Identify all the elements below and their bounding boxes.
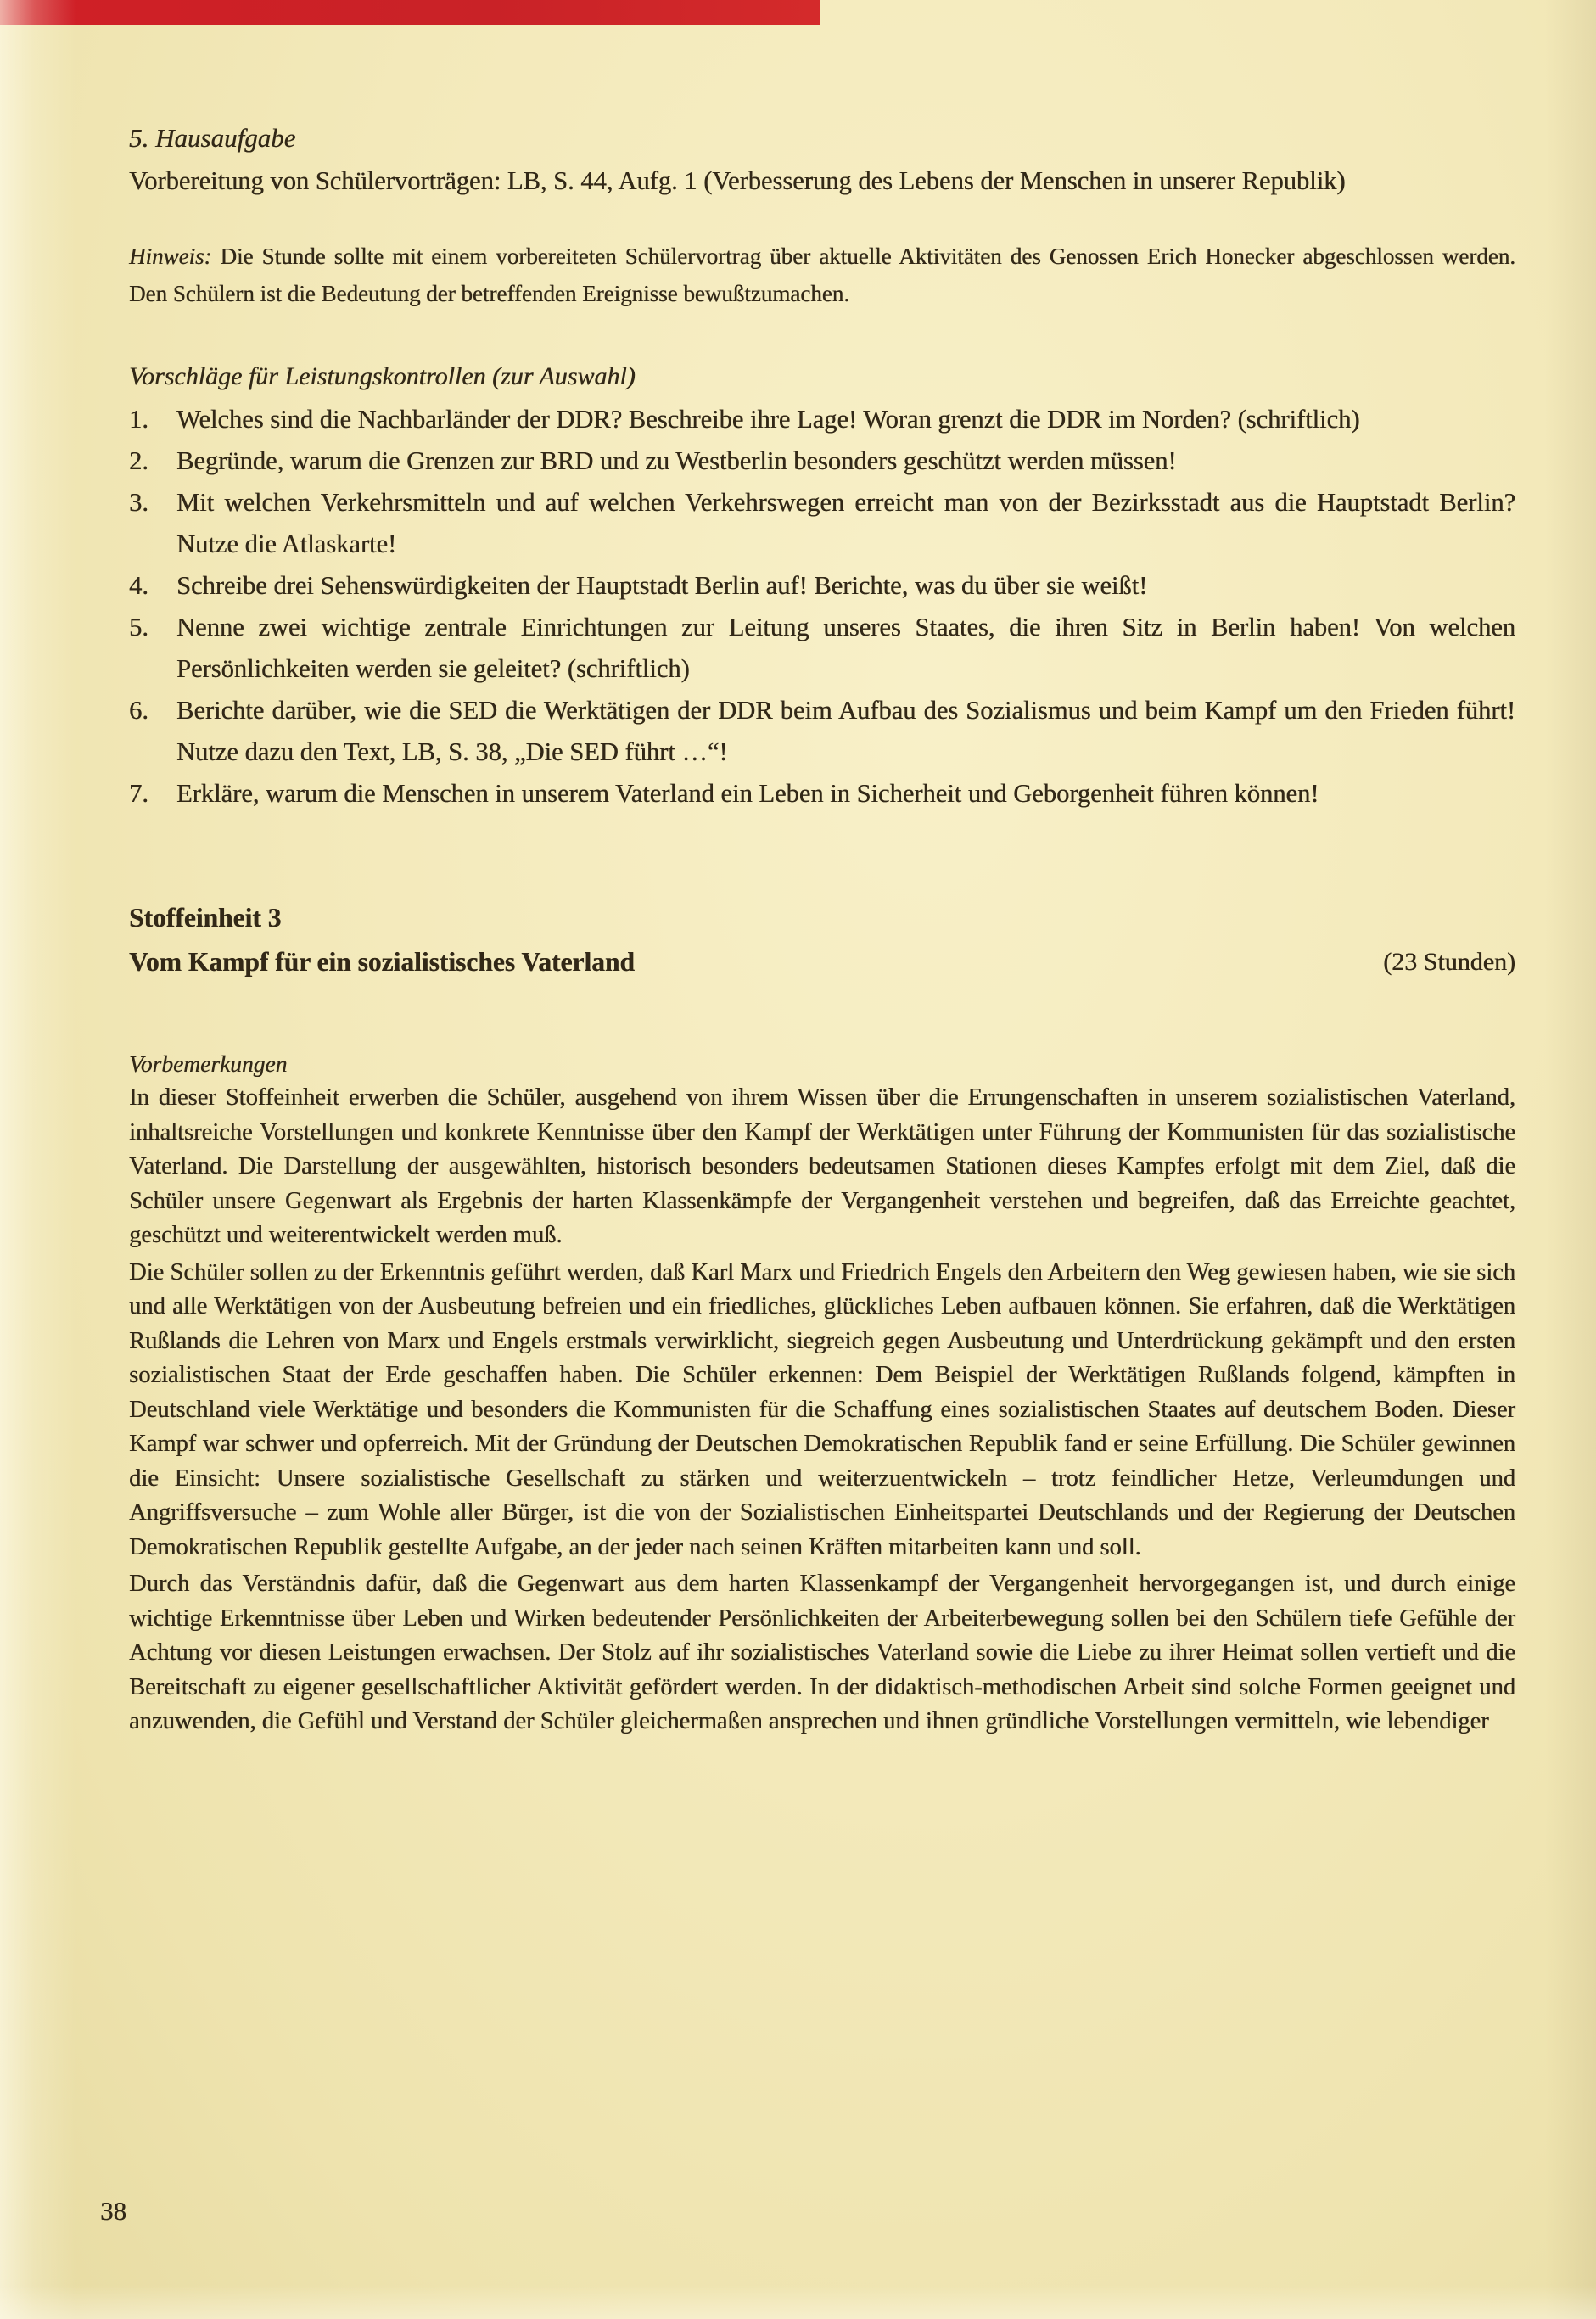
page-edge-highlight-bottom xyxy=(0,2285,1596,2319)
assessment-question-1: Welches sind die Nachbarländer der DDR? Beschreibe ihre Lage! Woran grenzt die DDR im Norden? (schriftlich) xyxy=(176,405,1360,434)
remarks-section-heading: Vorbemerkungen xyxy=(129,1050,288,1077)
red-cover-strip xyxy=(0,0,820,25)
page-edge-highlight-left xyxy=(0,0,76,2319)
assessment-question-list xyxy=(129,399,1515,815)
unit-heading-block xyxy=(129,896,1515,984)
assessment-section-heading: Vorschläge für Leistungskontrollen (zur Auswahl) xyxy=(129,362,636,390)
page-number: 38 xyxy=(100,2196,126,2226)
assessment-question-5: Nenne zwei wichtige zentrale Einrichtungen zur Leitung unseres Staates, die ihren Sitz in Berlin haben! Von welchen Persönlichkeiten werden sie geleitet? (schriftlich) xyxy=(176,613,1515,683)
unit-heading-line2: Vom Kampf für ein sozialistisches Vaterland xyxy=(129,947,635,977)
homework-body-text: Vorbereitung von Schülervorträgen: LB, S. 44, Aufg. 1 (Verbesserung des Lebens der Menschen in unserer Republik) xyxy=(129,166,1346,195)
page-edge-shadow-right xyxy=(1545,0,1596,2319)
hint-paragraph xyxy=(129,238,1515,312)
unit-heading xyxy=(129,896,635,984)
unit-duration: (23 Stunden) xyxy=(1383,948,1515,976)
homework-section-heading: 5. Hausaufgabe xyxy=(129,123,296,153)
hint-label: Hinweis: xyxy=(129,244,212,269)
remarks-paragraph-1: In dieser Stoffeinheit erwerben die Schüler, ausgehend von ihrem Wissen über die Errungenschaften in unserem sozialistischen Vaterland, inhaltsreiche Vorstellungen und konkrete Kenntnisse über den Kampf der Werktätigen unter Führung der Kommunisten für das sozialistische Vaterland. Die Darstellung der ausgewählten, historisch besonders bedeutsamen Stationen dieses Kampfes erfolgt mit dem Ziel, daß die Schüler unsere Gegenwart als Ergebnis der harten Klassenkämpfe der Vergangenheit verstehen und begreifen, daß das Erreichte geachtet, geschützt und weiterentwickelt werden muß. xyxy=(129,1084,1515,1248)
page-content xyxy=(129,117,1515,1742)
assessment-question-7: Erkläre, warum die Menschen in unserem Vaterland ein Leben in Sicherheit und Geborgenheit führen können! xyxy=(176,779,1319,808)
hint-text: Die Stunde sollte mit einem vorbereiteten Schülervortrag über aktuelle Aktivitäten des Genossen Erich Honecker abgeschlossen werden. Den Schülern ist die Bedeutung der betreffenden Ereignisse bewußtzumachen. xyxy=(129,244,1515,306)
remarks-paragraph-2: Die Schüler sollen zu der Erkenntnis geführt werden, daß Karl Marx und Friedrich Engels den Arbeitern den Weg gewiesen haben, wie sie sich und alle Werktätigen von der Ausbeutung befreien und ein friedliches, glückliches Leben aufbauen können. Sie erfahren, daß die Werktätigen Rußlands die Lehren von Marx und Engels erstmals verwirklicht, siegreich gegen Ausbeutung und Unterdrückung gekämpft und den ersten sozialistischen Staat der Erde geschaffen haben. Die Schüler erkennen: Dem Beispiel der Werktätigen Rußlands folgend, kämpften in Deutschland viele Werktätige und besonders die Kommunisten für die Schaffung eines sozialistischen Staates auf deutschem Boden. Dieser Kampf war schwer und opferreich. Mit der Gründung der Deutschen Demokratischen Republik fand er seine Erfüllung. Die Schüler gewinnen die Einsicht: Unsere sozialistische Gesellschaft zu stärken und weiterzuentwickeln – trotz feindlicher Hetze, Verleumdungen und Angriffsversuche – zum Wohle aller Bürger, ist die von der Sozialistischen Einheitspartei Deutschlands und der Regierung der Deutschen Demokratischen Republik gestellte Aufgabe, an der jeder nach seinen Kräften mitarbeiten kann und soll. xyxy=(129,1258,1515,1560)
assessment-question-3: Mit welchen Verkehrsmitteln und auf welchen Verkehrswegen erreicht man von der Bezirksstadt aus die Hauptstadt Berlin? Nutze die Atlaskarte! xyxy=(176,488,1515,558)
assessment-question-6: Berichte darüber, wie die SED die Werktätigen der DDR beim Aufbau des Sozialismus und beim Kampf um den Frieden führt! Nutze dazu den Text, LB, S. 38, „Die SED führt …“! xyxy=(176,696,1515,766)
remarks-paragraph-3: Durch das Verständnis dafür, daß die Gegenwart aus dem harten Klassenkampf der Vergangenheit hervorgegangen ist, und durch einige wichtige Erkenntnisse über Leben und Wirken bedeutender Persönlichkeiten der Arbeiterbewegung sollen bei den Schülern tiefe Gefühle der Achtung vor diesen Leistungen erwachsen. Der Stolz auf ihr sozialistisches Vaterland sowie die Liebe zu ihrer Heimat sollen vertieft und die Bereitschaft zu eigener gesellschaftlicher Aktivität gefördert werden. In der didaktisch-methodischen Arbeit sind solche Formen geeignet und anzuwenden, die Gefühl und Verstand der Schüler gleichermaßen ansprechen und ihnen gründliche Vorstellungen vermitteln, wie lebendiger xyxy=(129,1571,1515,1734)
assessment-question-2: Begründe, warum die Grenzen zur BRD und zu Westberlin besonders geschützt werden müssen! xyxy=(176,446,1177,475)
unit-heading-line1: Stoffeinheit 3 xyxy=(129,903,282,933)
assessment-question-4: Schreibe drei Sehenswürdigkeiten der Hauptstadt Berlin auf! Berichte, was du über sie weißt! xyxy=(176,571,1148,600)
